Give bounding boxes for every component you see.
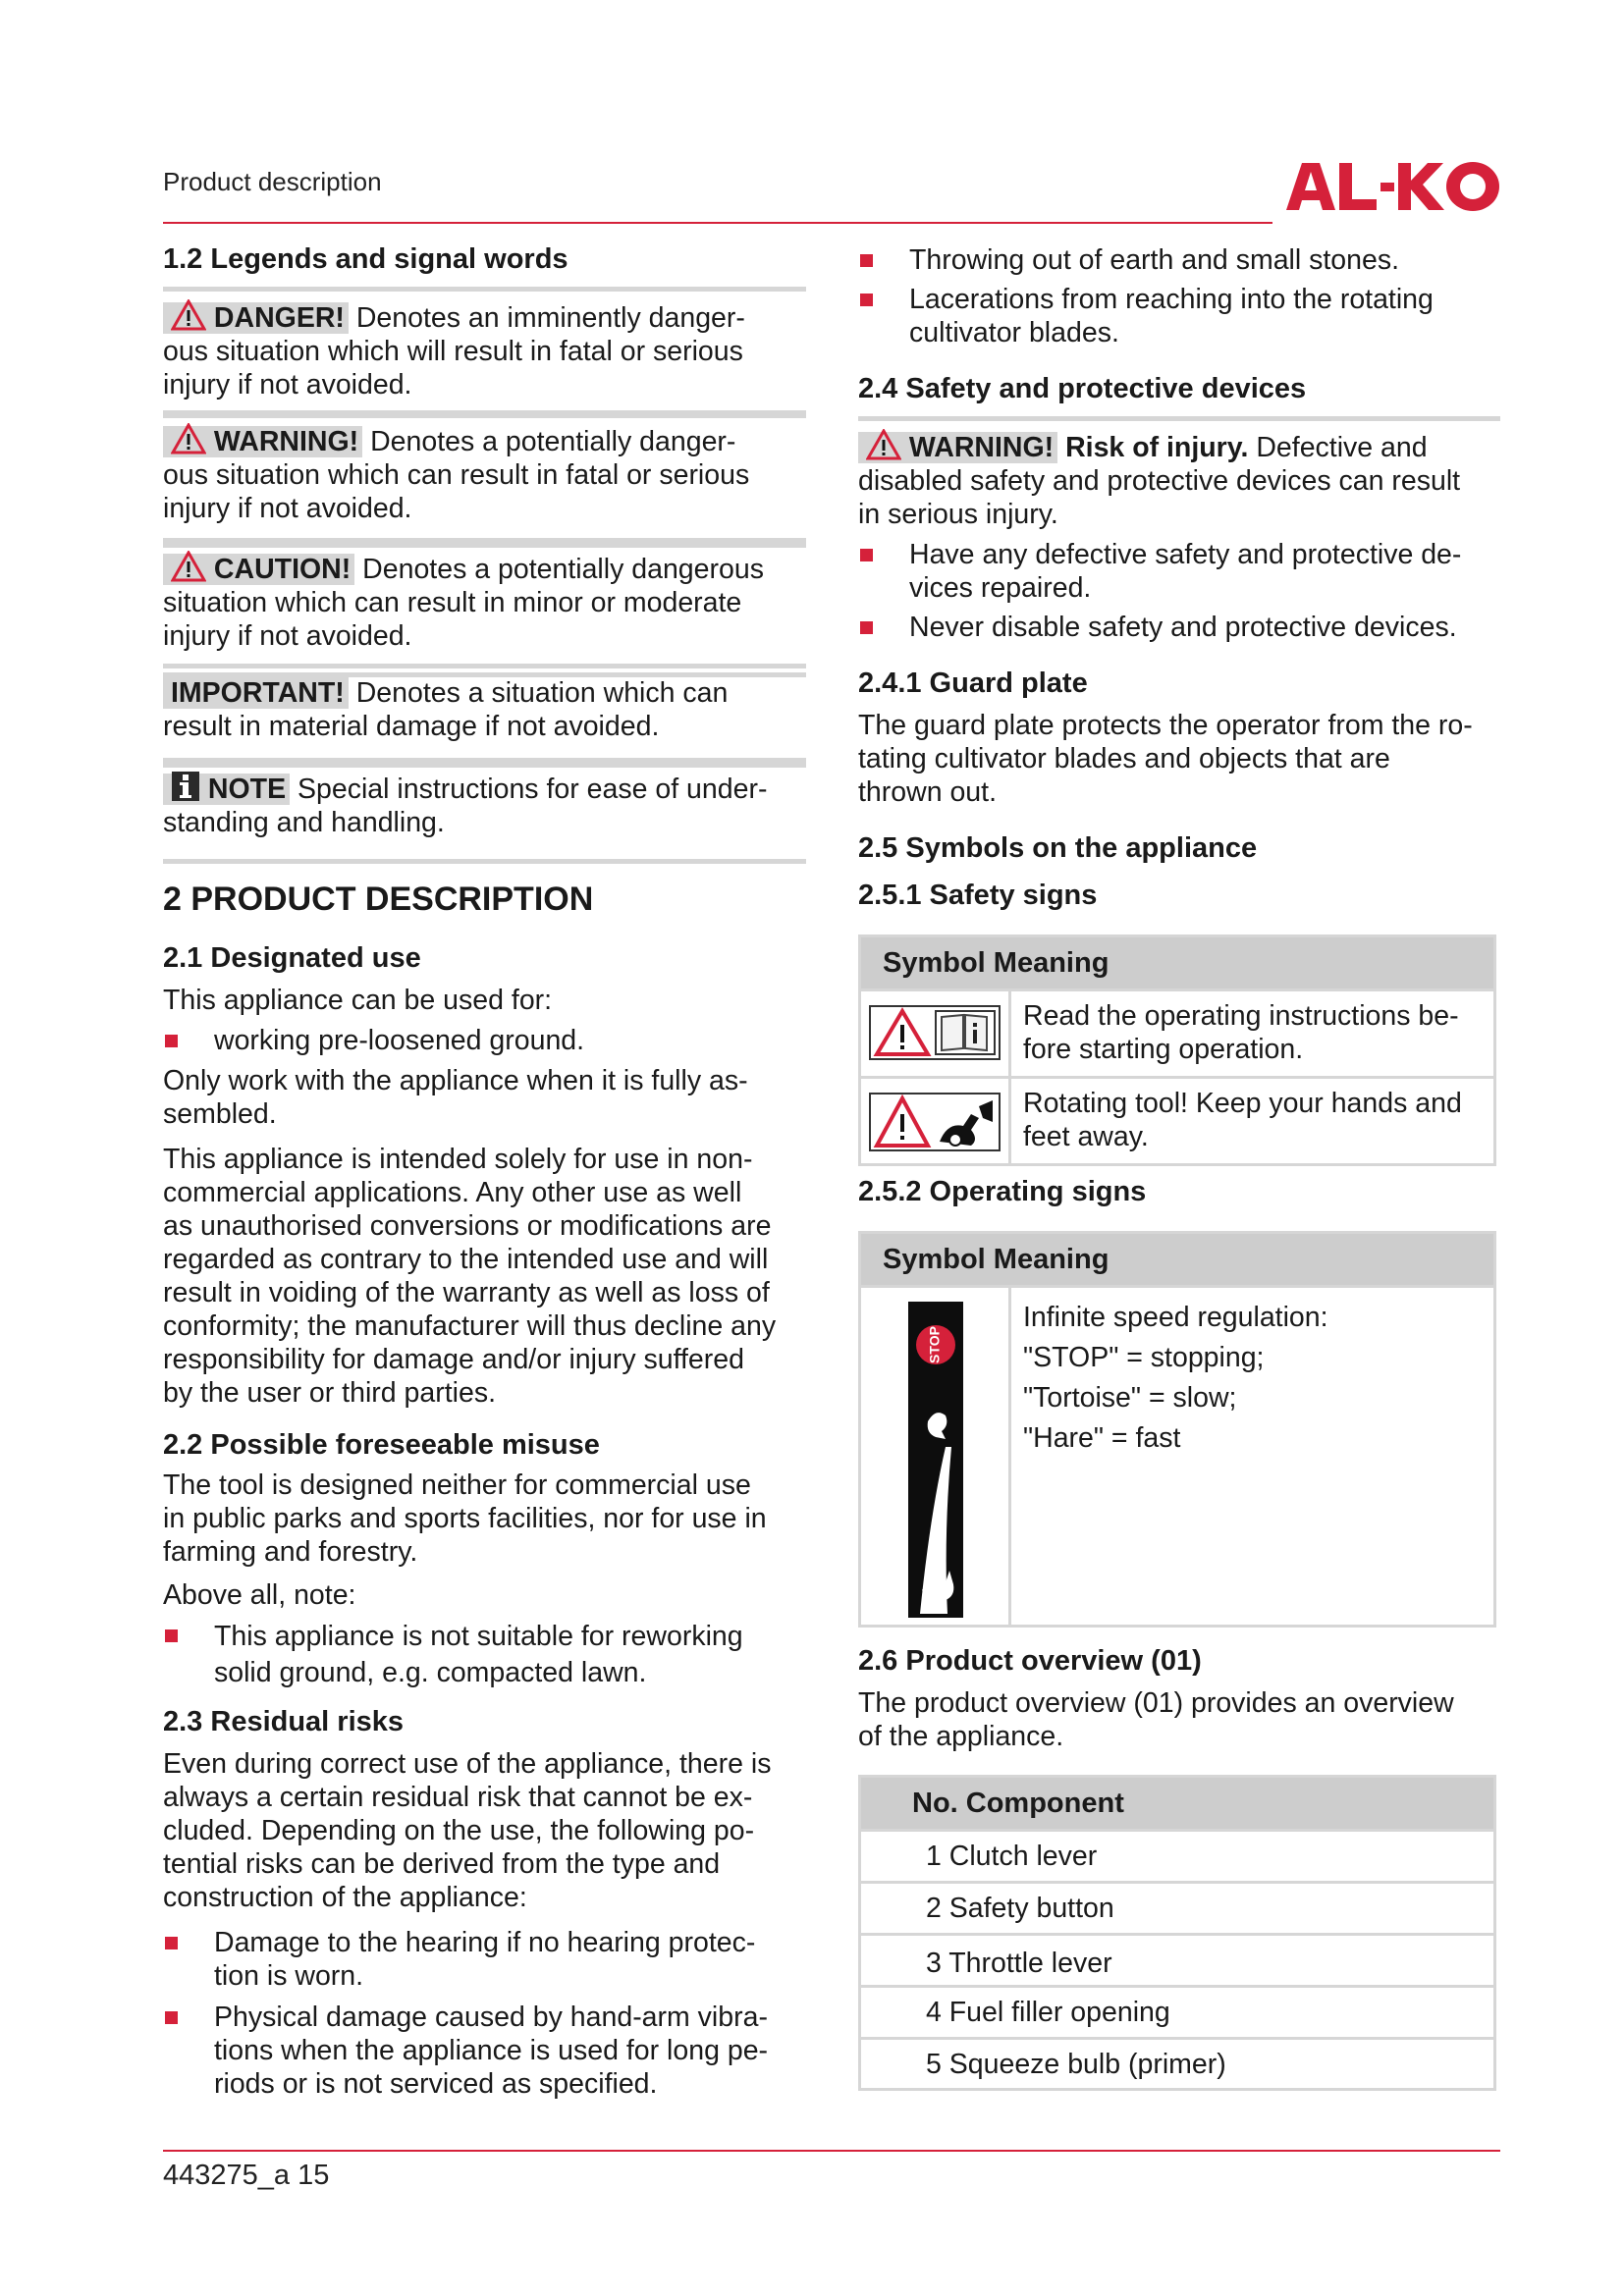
warning-book-icon: [869, 1005, 1001, 1060]
warning-triangle-icon: [171, 299, 206, 331]
symbol-cell: [861, 1288, 1011, 1628]
guard-plate-paragraph: The guard plate protects the operator from the ro- tating cultivator blades and objects that are thrown out.: [858, 710, 1473, 808]
product-overview-title: 2.6 Product overview (01): [858, 1645, 1202, 1677]
warning-box: WARNING! Denotes a potentially danger- ous situation which can result in fatal or serious injury if not avoided.: [163, 410, 806, 548]
table-row: [861, 1285, 1493, 1628]
residual-paragraph: Even during correct use of the appliance, there is always a certain residual risk that cannot be ex- cluded. Depending on the use, the following po- tential risks can be derived from the type and construction of the appliance:: [163, 1748, 772, 1913]
residual-bullet-vibration: Physical damage caused by hand-arm vibra- tions when the appliance is used for long pe- riods or is not serviced as specified.: [163, 2001, 768, 2101]
important-box: IMPORTANT! Denotes a situation which can result in material damage if not avoided.: [163, 664, 806, 768]
symbol-cell: [861, 1079, 1011, 1163]
table-row: 4 Fuel filler opening: [861, 1985, 1493, 2037]
misuse-note-label: Above all, note:: [163, 1579, 356, 1611]
safety-signs-title: 2.5.1 Safety signs: [858, 880, 1098, 911]
symbol-meaning: Infinite speed regulation: "STOP" = stopping; "Tortoise" = slow; "Hare" = fast: [1023, 1302, 1328, 1454]
table-header: No. Component: [861, 1778, 1493, 1829]
table-header: Symbol Meaning: [861, 1234, 1493, 1285]
speed-regulation-icon: [906, 1300, 965, 1620]
table-row: [861, 1076, 1493, 1163]
safety-devices-title: 2.4 Safety and protective devices: [858, 373, 1307, 404]
footer-rule: [163, 2150, 1500, 2152]
danger-label: DANGER!: [163, 302, 349, 334]
table-row: 1 Clutch lever: [861, 1829, 1493, 1881]
operating-signs-title: 2.5.2 Operating signs: [858, 1176, 1147, 1207]
safety-bullet-repair: Have any defective safety and protective de- vices repaired.: [858, 538, 1461, 605]
designated-use-title: 2.1 Designated use: [163, 942, 421, 974]
header-rule: [163, 222, 1272, 224]
guard-plate-title: 2.4.1 Guard plate: [858, 667, 1088, 699]
designated-assembled: Only work with the appliance when it is fully as- sembled.: [163, 1065, 748, 1130]
table-row: 3 Throttle lever: [861, 1933, 1493, 1985]
residual-bullet-stones: Throwing out of earth and small stones.: [858, 243, 1399, 277]
component-table: [858, 1775, 1496, 2091]
table-row: 2 Safety button: [861, 1881, 1493, 1933]
misuse-title: 2.2 Possible foreseeable misuse: [163, 1429, 600, 1461]
warning-triangle-icon: [171, 423, 206, 454]
safety-bullet-disable: Never disable safety and protective devices.: [858, 611, 1457, 644]
designated-intro: This appliance can be used for:: [163, 985, 553, 1016]
note-box: NOTE Special instructions for ease of under- standing and handling.: [163, 758, 806, 864]
residual-bullet-hearing: Damage to the hearing if no hearing protec- tion is worn.: [163, 1926, 755, 1993]
stop-label: STOP: [926, 1326, 943, 1363]
safety-signs-table: [858, 934, 1496, 1166]
footer-doc-number: 443275_a 15: [163, 2160, 330, 2191]
alko-logo: [1286, 159, 1500, 214]
symbol-meaning: Read the operating instructions be- fore starting operation.: [1023, 1000, 1459, 1065]
residual-risks-title: 2.3 Residual risks: [163, 1706, 405, 1737]
symbol-meaning: Rotating tool! Keep your hands and feet away.: [1023, 1088, 1462, 1152]
safety-warning-box: WARNING! Risk of injury. Defective and disabled safety and protective devices can result in serious injury.: [858, 416, 1500, 543]
caution-box: CAUTION! Denotes a potentially dangerous situation which can result in minor or moderate injury if not avoided.: [163, 538, 806, 677]
table-header: Symbol Meaning: [861, 937, 1493, 988]
warning-rotating-tool-icon: [869, 1093, 1001, 1151]
operating-signs-table: [858, 1231, 1496, 1628]
misuse-paragraph: The tool is designed neither for commercial use in public parks and sports facilities, nor for use in farming and forestry.: [163, 1469, 767, 1568]
danger-box: DANGER! Denotes an imminently danger- ous situation which will result in fatal or serious injury if not avoided.: [163, 287, 806, 418]
legends-title: 1.2 Legends and signal words: [163, 243, 568, 275]
product-overview-paragraph: The product overview (01) provides an overview of the appliance.: [858, 1687, 1454, 1752]
residual-bullet-lacerations: Lacerations from reaching into the rotating cultivator blades.: [858, 283, 1434, 349]
misuse-bullet: This appliance is not suitable for reworking solid ground, e.g. compacted lawn.: [163, 1619, 743, 1691]
warning-triangle-icon: [171, 551, 206, 582]
symbols-title: 2.5 Symbols on the appliance: [858, 832, 1258, 864]
info-icon: [171, 771, 200, 802]
symbol-cell: [861, 991, 1011, 1076]
warning-triangle-icon: [866, 429, 901, 460]
designated-paragraph: This appliance is intended solely for use in non- commercial applications. Any other use as well as unauthorised conversions or modifications are regarded as contrary to the intended use and will result in voiding of the warranty as well as loss of conformity; the manufacturer will thus decline any responsibility for damage and/or injury suffered by the user or third parties.: [163, 1144, 777, 1409]
table-row: 5 Squeeze bulb (primer): [861, 2037, 1493, 2089]
designated-bullet: working pre-loosened ground.: [163, 1024, 584, 1057]
header-section-title: Product description: [163, 167, 382, 196]
table-row: [861, 988, 1493, 1076]
product-description-title: 2 PRODUCT DESCRIPTION: [163, 881, 594, 918]
